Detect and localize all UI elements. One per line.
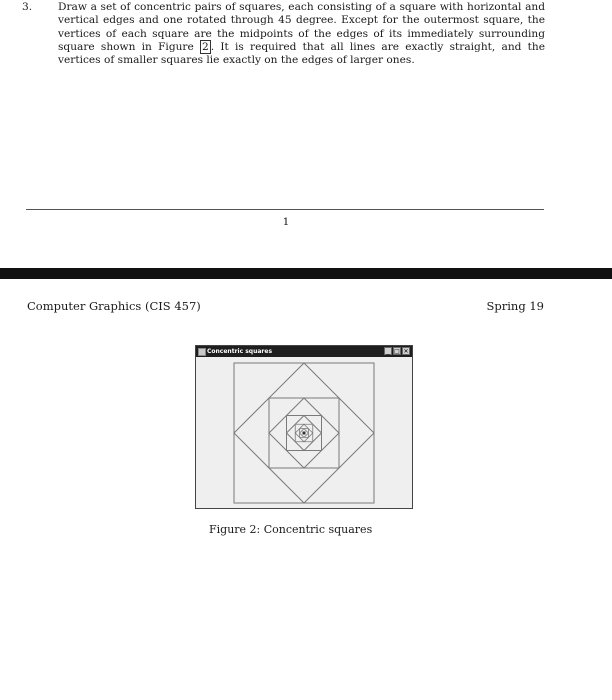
concentric-squares-window [195,345,413,509]
concentric-squares-canvas [196,357,412,508]
squares-group [234,363,374,503]
page-number: 1 [282,216,290,228]
page-break-band [0,268,612,279]
problem-text-part-2: . It is required that all lines are exactly straight, and the vertices of smaller squares lie exactly on the edges of larger ones. [58,40,545,67]
footer-rule [26,209,544,210]
figure-reference-link[interactable]: 2 [201,40,209,53]
window-titlebar[interactable] [196,346,412,357]
minimize-button[interactable]: _ [384,347,392,355]
problem-statement [22,1,545,67]
window-controls [384,347,410,355]
problem-text-part-1: Draw a set of concentric pairs of squares, each consisting of a square with horizontal and vertical edges and one rotated through 45 degree. Except for the outermost square, the vertices of each square are the midpoints of the edges of its immediately surrounding square shown in Figure [58,1,545,53]
maximize-button[interactable]: □ [394,348,400,355]
center-square [303,432,306,435]
problem-paragraph [22,1,545,67]
app-icon [198,348,206,356]
figure-caption: Figure 2: Concentric squares [209,523,373,536]
problem-number: 3. [22,1,33,13]
close-button[interactable]: ✕ [403,348,409,355]
term-header: Spring 19 [486,299,544,313]
window-title: Concentric squares [207,348,273,355]
course-header: Computer Graphics (CIS 457) [27,299,201,313]
